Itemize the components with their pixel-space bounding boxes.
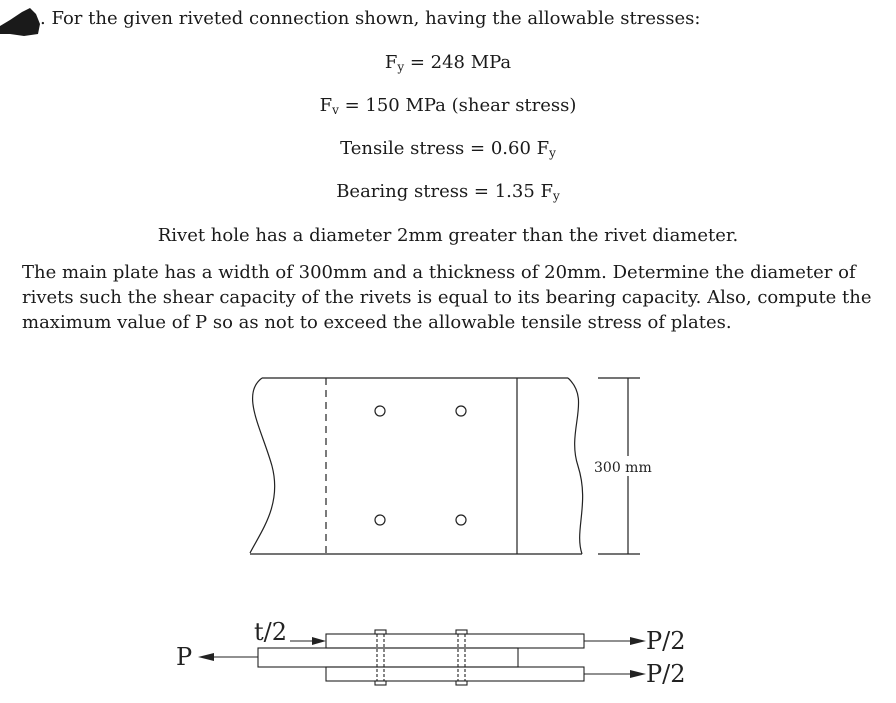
plan-view-figure [0, 370, 896, 565]
top-cover-plate [326, 634, 584, 648]
scan-blot-mark [0, 4, 44, 40]
rivet-hole [375, 406, 385, 416]
rivet-hole-note: Rivet hole has a diameter 2mm greater than the rivet diameter. [157, 225, 739, 246]
stress-fv: $F_v = 150$ MPa (shear stress) [319, 95, 577, 117]
rivet-head [456, 681, 467, 685]
rivet-head [375, 681, 386, 685]
main-plate [258, 648, 518, 667]
left-load-arrowhead [198, 653, 214, 661]
left-load-label: P [176, 643, 193, 671]
width-dimension-label: 300 mm [594, 460, 652, 476]
thickness-arrowhead [312, 637, 326, 645]
right-top-load-label: P/2 [646, 627, 686, 655]
side-view-figure [0, 610, 896, 703]
stress-tensile: Tensile stress = 0.60 $F_y$ [340, 138, 556, 160]
stress-bearing: Bearing stress = 1.35 $F_y$ [336, 181, 560, 203]
right-bottom-load-label: P/2 [646, 660, 686, 688]
rivet-hole [456, 406, 466, 416]
problem-body: The main plate has a width of 300mm and a thickness of 20mm. Determine the diameter of rivets such the shear capacity of the rivets is equal to its bearing capacity. Also, compute the maximum value of P so as not to exceed the allowable tensile stress of plates. [22, 262, 872, 333]
rivet-hole [375, 515, 385, 525]
right-bottom-arrowhead [630, 670, 646, 678]
rivet-head [456, 630, 467, 634]
bottom-cover-plate [326, 667, 584, 681]
rivet-head [375, 630, 386, 634]
right-top-arrowhead [630, 637, 646, 645]
rivet-hole [456, 515, 466, 525]
left-break-line [250, 378, 275, 553]
stress-fy: $F_y = 248$ MPa [384, 52, 512, 74]
right-break-line [568, 378, 583, 554]
problem-intro: . For the given riveted connection shown, having the allowable stresses: [40, 8, 701, 29]
thickness-label: t/2 [254, 618, 287, 646]
